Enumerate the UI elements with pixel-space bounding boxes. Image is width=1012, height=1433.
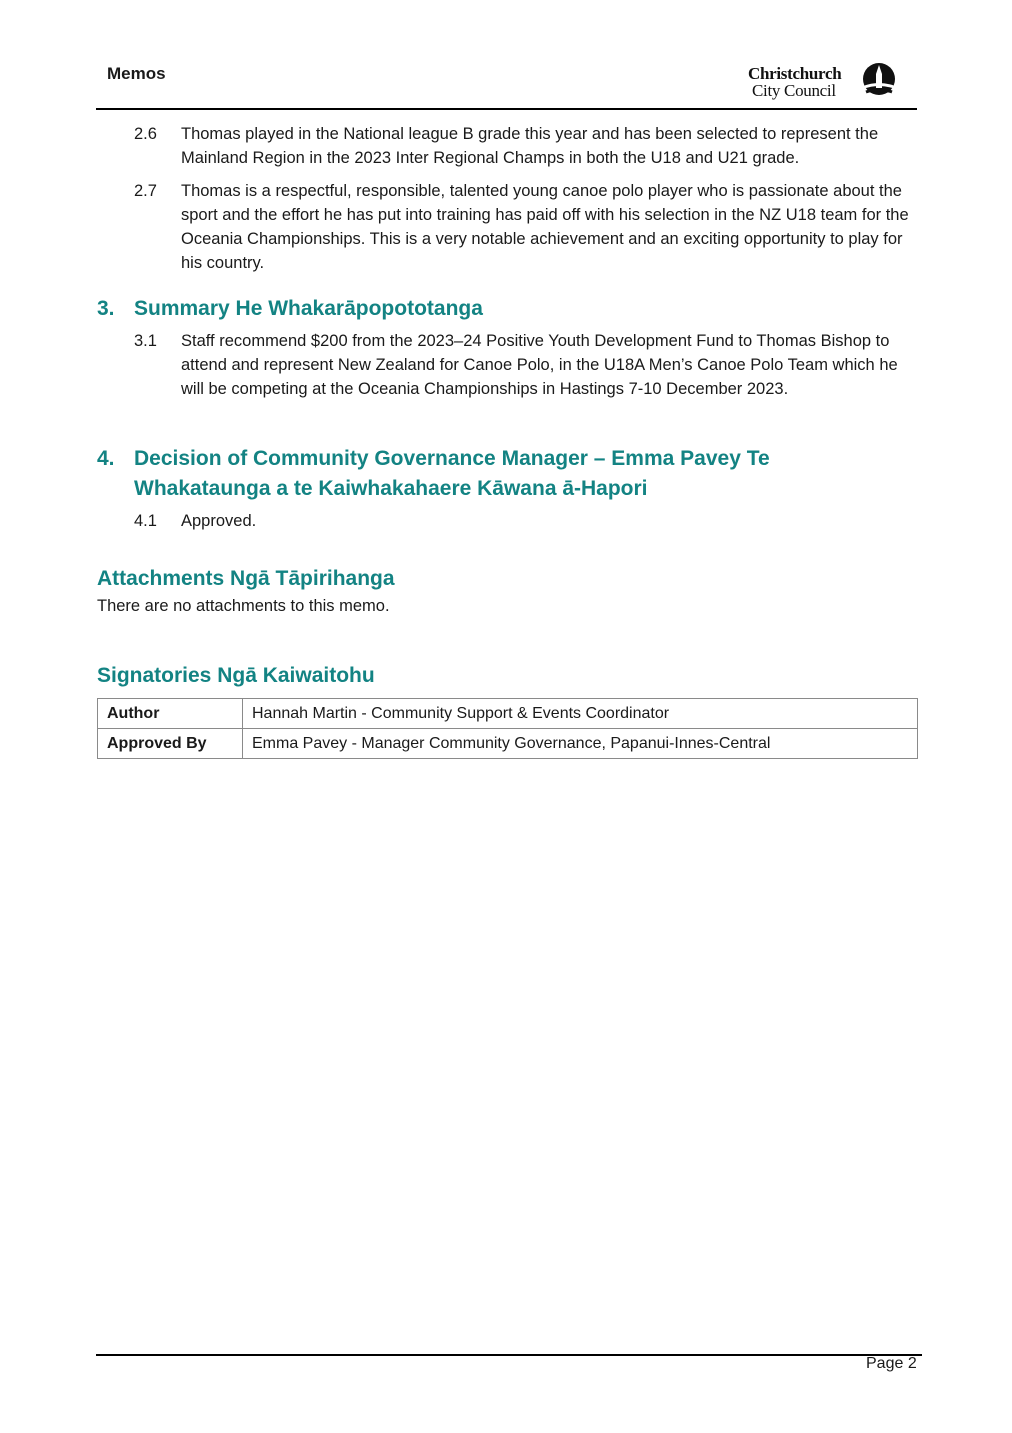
paragraph-text: Thomas is a respectful, responsible, talented young canoe polo player who is passionate about the sport and the effort he has put into training has paid off with his selection in the NZ U18 team for the Oceania Championships. This is a very notable achievement and an exciting opportunity to play for his country. xyxy=(181,182,909,272)
paragraph-number: 4.1 xyxy=(134,512,157,530)
logo-text-line2: City Council xyxy=(752,81,836,100)
paragraph-number: 2.6 xyxy=(134,125,157,143)
paragraph-3-1 xyxy=(134,329,914,401)
header-divider xyxy=(96,108,917,110)
footer-divider xyxy=(96,1354,922,1356)
table-row xyxy=(98,729,918,759)
signatory-value: Emma Pavey - Manager Community Governance, Papanui-Innes-Central xyxy=(243,729,918,759)
paragraph-text: Staff recommend $200 from the 2023–24 Positive Youth Development Fund to Thomas Bishop to attend and represent New Zealand for Canoe Polo, in the U18A Men’s Canoe Polo Team which he will be competing at the Oceania Championships in Hastings 7-10 December 2023. xyxy=(181,332,898,398)
paragraph-2-7 xyxy=(134,179,924,275)
signatory-label: Approved By xyxy=(98,729,243,759)
section-3-heading xyxy=(97,294,483,324)
attachments-text: There are no attachments to this memo. xyxy=(97,597,390,615)
council-logo xyxy=(746,62,906,102)
section-4-heading xyxy=(97,444,817,504)
page-number: Page 2 xyxy=(866,1355,917,1372)
signatories-heading: Signatories Ngā Kaiwaitohu xyxy=(97,664,375,687)
signatory-label: Author xyxy=(98,699,243,729)
header-title: Memos xyxy=(107,64,166,83)
section-title: Summary He Whakarāpopototanga xyxy=(134,297,483,320)
paragraph-2-6 xyxy=(134,122,924,170)
paragraph-text: Thomas played in the National league B grade this year and has been selected to represent the Mainland Region in the 2023 Inter Regional Champs in both the U18 and U21 grade. xyxy=(181,125,879,167)
section-title: Decision of Community Governance Manager – Emma Pavey Te Whakataunga a te Kaiwhakahaere Kāwana ā-Hapori xyxy=(134,447,770,500)
signatory-value: Hannah Martin - Community Support & Events Coordinator xyxy=(243,699,918,729)
signatories-table xyxy=(97,698,918,759)
table-row xyxy=(98,699,918,729)
paragraph-number: 2.7 xyxy=(134,182,157,200)
logo-text-line1: Christchurch xyxy=(748,64,842,83)
cathedral-logo-icon xyxy=(860,62,898,98)
paragraph-4-1 xyxy=(134,509,924,533)
section-number: 3. xyxy=(97,297,115,320)
section-number: 4. xyxy=(97,447,115,470)
paragraph-text: Approved. xyxy=(181,512,257,530)
paragraph-number: 3.1 xyxy=(134,332,157,350)
attachments-heading: Attachments Ngā Tāpirihanga xyxy=(97,567,395,590)
